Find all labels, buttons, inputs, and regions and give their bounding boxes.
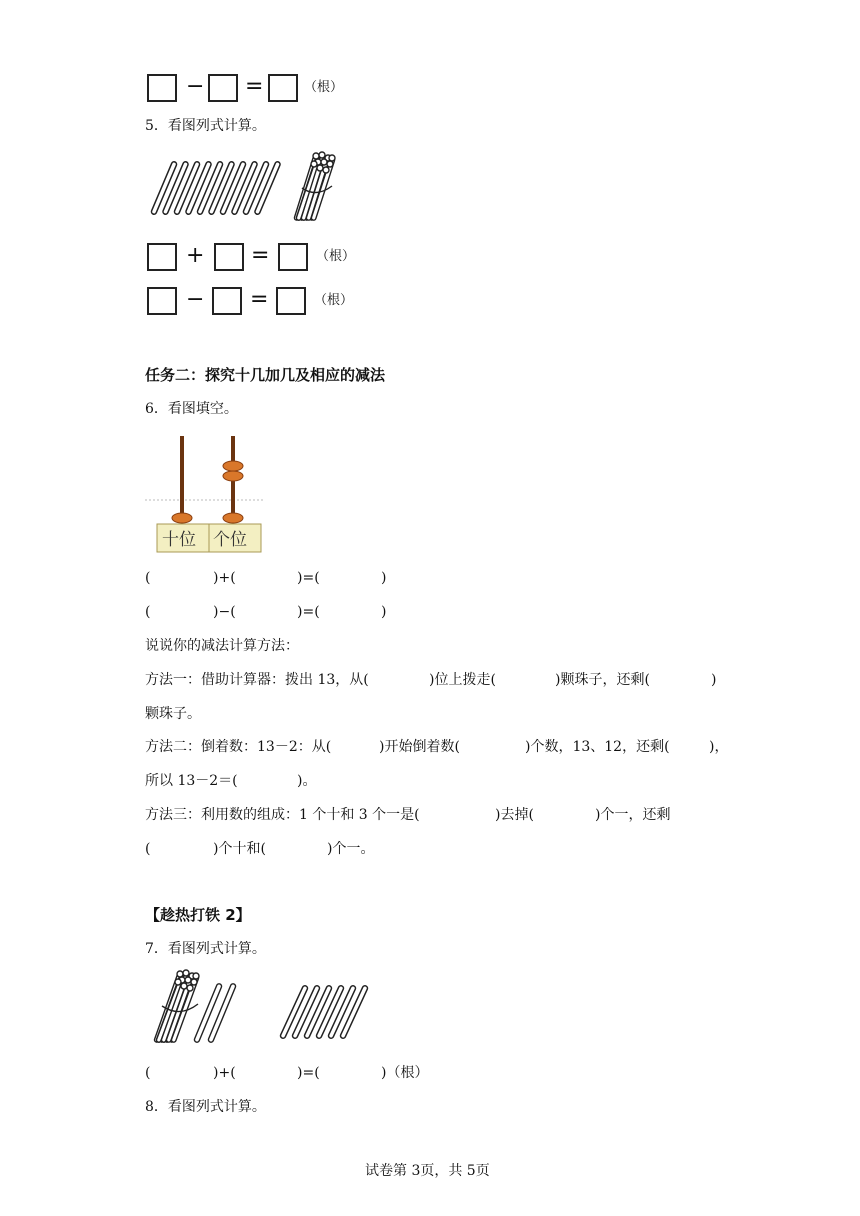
sticks-bundle-plus-two-illustration bbox=[150, 968, 250, 1050]
method-1-text: ) bbox=[711, 672, 717, 688]
stick bbox=[208, 983, 237, 1043]
section-heading: 【趁热打铁 2】 bbox=[145, 906, 251, 924]
answer-box[interactable] bbox=[208, 74, 238, 102]
sticks-six-loose-illustration bbox=[276, 982, 368, 1044]
answer-box[interactable] bbox=[147, 287, 177, 315]
unit-label: （根） bbox=[314, 293, 354, 308]
method-3-text: )去掉( bbox=[495, 807, 534, 823]
unit-label: （根） bbox=[316, 249, 356, 264]
answer-box[interactable] bbox=[268, 74, 298, 102]
tens-label: 十位 bbox=[162, 530, 196, 550]
stick-end bbox=[181, 983, 187, 989]
stick-end bbox=[191, 979, 197, 985]
stick-end bbox=[327, 161, 333, 167]
stick-end bbox=[175, 979, 181, 985]
prompt-text: 说说你的减法计算方法： bbox=[145, 638, 299, 654]
unit-label: （根） bbox=[304, 80, 344, 95]
method-2-text: )开始倒着数( bbox=[379, 739, 460, 755]
abacus-bead bbox=[223, 461, 243, 471]
method-3-text: )个十和( bbox=[213, 841, 266, 857]
stick-end bbox=[187, 985, 193, 991]
section-heading: 任务二：探究十几加几及相应的减法 bbox=[145, 366, 386, 384]
stick-end bbox=[321, 159, 327, 165]
equals-sign: = bbox=[251, 243, 270, 268]
method-2-text: )个数，13、12，还剩( bbox=[525, 739, 670, 755]
question-5-title: 5．看图列式计算。 bbox=[145, 118, 266, 134]
method-1-text: )位上拨走( bbox=[429, 672, 496, 688]
question-8-title: 8．看图列式计算。 bbox=[145, 1099, 266, 1115]
abacus-bead bbox=[223, 513, 243, 523]
ones-label: 个位 bbox=[213, 530, 247, 550]
method-1-text: 方法一：借助计算器：拨出 13，从( bbox=[145, 672, 369, 688]
stick bbox=[194, 983, 223, 1043]
plus-sign: + bbox=[186, 243, 205, 268]
method-1-text: 颗珠子。 bbox=[145, 706, 201, 722]
method-3-text: )个一，还剩 bbox=[595, 807, 671, 823]
answer-box[interactable] bbox=[147, 74, 177, 102]
minus-sign: − bbox=[186, 74, 205, 99]
stick-end bbox=[185, 977, 191, 983]
abacus-illustration bbox=[145, 434, 265, 556]
answer-box[interactable] bbox=[147, 243, 177, 271]
method-2-text: )。 bbox=[297, 773, 317, 789]
equals-sign: = bbox=[250, 287, 269, 312]
question-7-title: 7．看图列式计算。 bbox=[145, 941, 266, 957]
stick-end bbox=[313, 153, 319, 159]
stick-end bbox=[329, 155, 335, 161]
abacus-bead bbox=[223, 471, 243, 481]
stick-end bbox=[317, 165, 323, 171]
page-footer: 试卷第 3页，共 5页 bbox=[365, 1163, 490, 1179]
stick-end bbox=[319, 152, 325, 158]
stick-end bbox=[193, 973, 199, 979]
equals-sign: = bbox=[245, 74, 264, 99]
sticks-ten-loose-illustration bbox=[145, 158, 275, 220]
method-1-text: )颗珠子，还剩( bbox=[555, 672, 650, 688]
stick-end bbox=[183, 970, 189, 976]
abacus-bead bbox=[172, 513, 192, 523]
method-2-text: 所以 13－2＝( bbox=[145, 773, 238, 789]
stick-end bbox=[323, 167, 329, 173]
stick-end bbox=[177, 971, 183, 977]
minus-sign: − bbox=[186, 287, 205, 312]
method-3-text: 方法三：利用数的组成：1 个十和 3 个一是( bbox=[145, 807, 420, 823]
answer-box[interactable] bbox=[278, 243, 308, 271]
answer-box[interactable] bbox=[276, 287, 306, 315]
method-2-text: 方法二：倒着数：13－2：从( bbox=[145, 739, 332, 755]
sticks-bundle-illustration bbox=[288, 150, 348, 226]
method-3-text: )个一。 bbox=[327, 841, 375, 857]
question-6-title: 6．看图填空。 bbox=[145, 401, 238, 417]
stick-end bbox=[311, 161, 317, 167]
method-3-text: ( bbox=[145, 841, 151, 857]
answer-box[interactable] bbox=[214, 243, 244, 271]
answer-box[interactable] bbox=[212, 287, 242, 315]
method-2-text: )， bbox=[709, 739, 729, 755]
